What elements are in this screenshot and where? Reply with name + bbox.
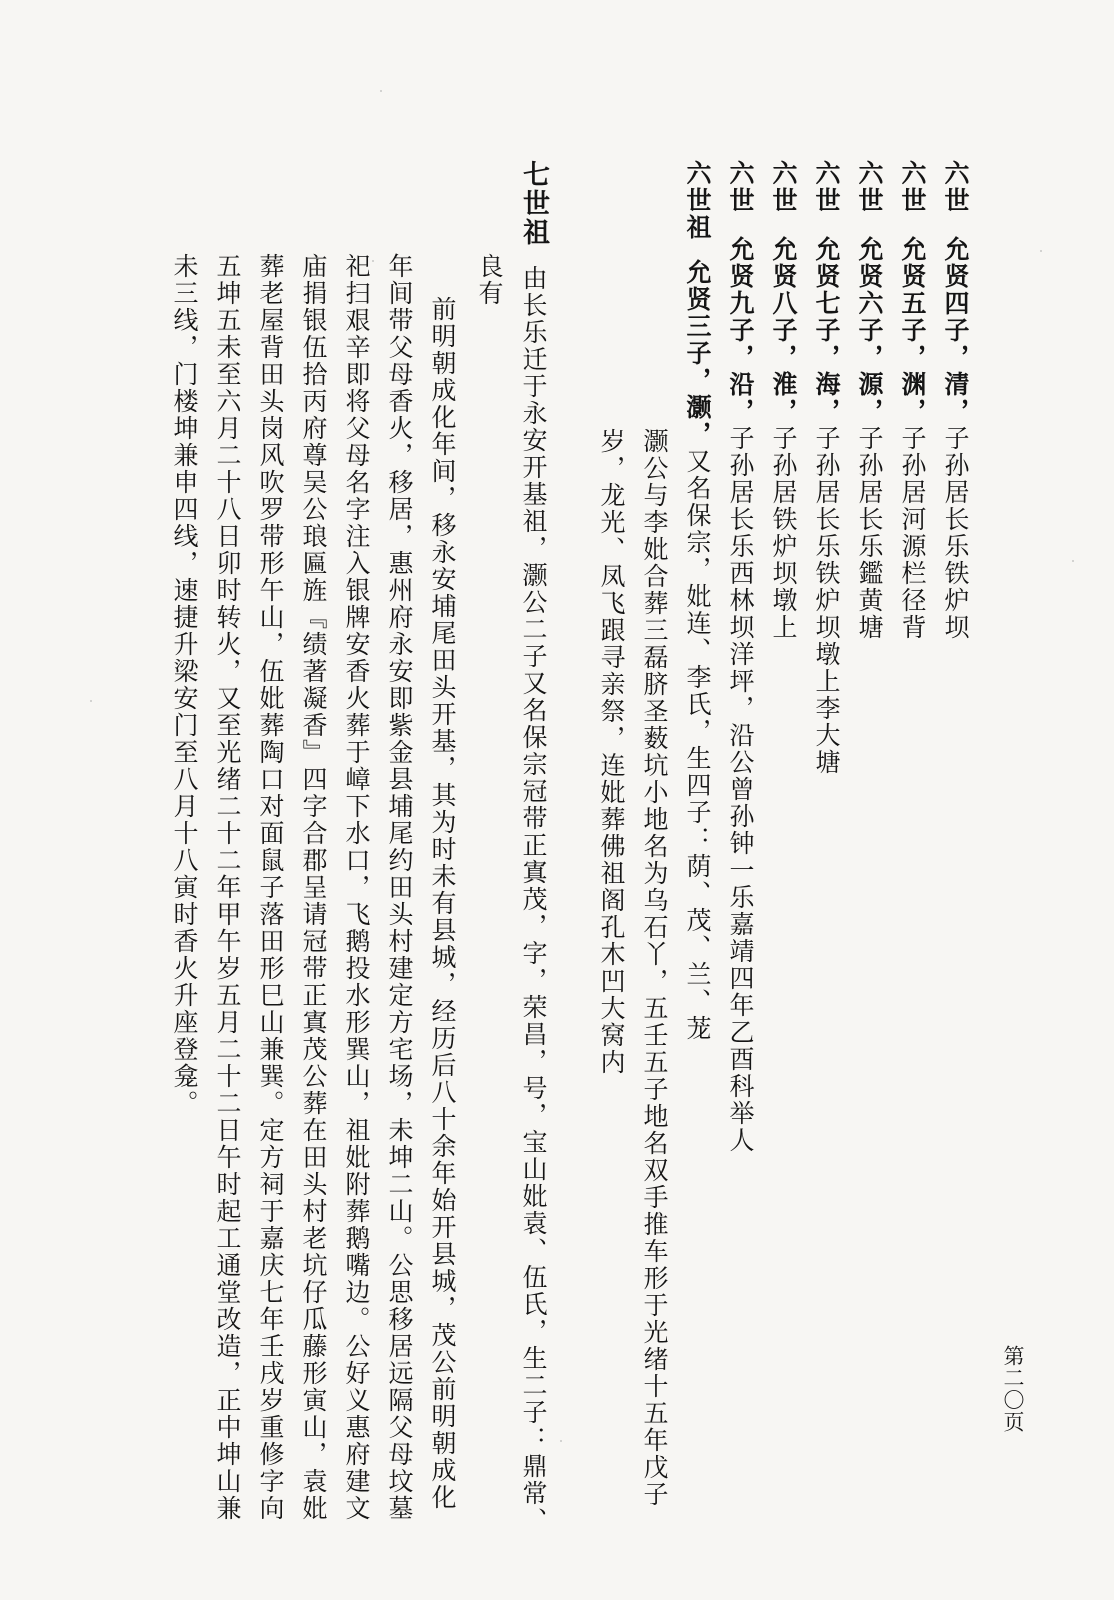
seventh-gen-column <box>477 253 502 307</box>
scan-speck <box>1040 250 1042 252</box>
scan-speck <box>90 700 92 702</box>
scan-speck <box>380 90 382 92</box>
generation-label: 六世 <box>726 160 755 214</box>
generation-label: 六世祖 <box>683 160 712 241</box>
body-column <box>387 253 412 1522</box>
body-line: 庙捐银伍拾丙府尊吴公琅匾旌『绩著凝香』四字合郡呈请冠带正寘茂公葬在田头村老坑仔瓜藤形寅山，袁妣 <box>299 253 328 1522</box>
body-line: 五坤五未至六月二十八日卯时转火，又至光绪二十二年甲午岁五月二十二日午时起工通堂改造，正中坤山兼 <box>213 253 242 1522</box>
seventh-gen-text: 良有 <box>475 253 504 307</box>
generation-label: 六世 <box>812 160 841 214</box>
entry-text: 子孙居长乐铁炉坝墩上李大塘 <box>812 425 841 776</box>
entry-name: 允贤九子，沿， <box>726 236 755 425</box>
entry-column <box>771 160 796 641</box>
seventh-gen-column <box>520 160 547 1534</box>
body-line: 前明朝成化年间，移永安埔尾田头开基，其为时未有县城，经历后八十余年始开县城，茂公前明朝成化 <box>428 296 457 1511</box>
entry-column <box>943 160 968 641</box>
entry-name: 允贤四子，清， <box>941 236 970 425</box>
body-column <box>301 253 326 1522</box>
entry-name: 允贤七子，海， <box>812 236 841 425</box>
entry-text: 子孙居河源栏径背 <box>898 425 927 641</box>
body-column <box>430 296 455 1511</box>
generation-label: 六世 <box>855 160 884 214</box>
scan-speck <box>560 1440 562 1442</box>
page-number: 第二〇页 <box>1001 1345 1025 1433</box>
entry-text: 子孙居长乐铁炉坝 <box>941 425 970 641</box>
generation-label: 七世祖 <box>518 160 549 247</box>
entry-name: 允贤三子，灏， <box>683 259 712 448</box>
body-column <box>172 253 197 1117</box>
entry-name: 允贤五子，渊， <box>898 236 927 425</box>
scan-speck <box>1072 560 1074 562</box>
entry-column <box>814 160 839 776</box>
seventh-gen-text: 由长乐迁于永安开基祖，灏公二子又名保宗冠带正寘茂，字，荣昌，号，宝山妣袁、伍氏，生二子：鼎常、 <box>519 265 548 1534</box>
generation-label: 六世 <box>769 160 798 214</box>
body-column <box>258 253 283 1522</box>
entry-column <box>900 160 925 641</box>
body-line: 祀扫艰辛即将父母名字注入银牌安香火葬于嶂下水口，飞鹅投水形巽山，祖妣附葬鹅嘴边。公好义惠府建文 <box>342 253 371 1522</box>
entry-text: 子孙居长乐西林坝洋坪，沿公曾孙钟一乐嘉靖四年乙酉科举人 <box>726 425 755 1154</box>
entry-text: 子孙居长乐鑑黄塘 <box>855 425 884 641</box>
entry-column <box>857 160 882 641</box>
body-column <box>215 253 240 1522</box>
body-line: 未三线，门楼坤兼申四线，速捷升梁安门至八月十八寅时香火升座登龛。 <box>170 253 199 1117</box>
generation-label: 六世 <box>941 160 970 214</box>
entry-column <box>685 160 710 1042</box>
entry-name: 允贤八子，淮， <box>769 236 798 425</box>
note-line: 岁，龙光、凤飞跟寻亲祭，连妣葬佛祖阁孔木凹大窝内 <box>597 428 626 1076</box>
body-line: 葬老屋背田头岗风吹罗带形午山，伍妣葬陶口对面鼠子落田形巳山兼巽。定方祠于嘉庆七年壬戌岁重修字向 <box>256 253 285 1522</box>
body-column <box>344 253 369 1522</box>
entry-text: 子孙居铁炉坝墩上 <box>769 425 798 641</box>
note-line: 灏公与李妣合葬三磊脐圣薮坑小地名为乌石丫，五壬五子地名双手推车形于光绪十五年戊子 <box>640 428 669 1508</box>
generation-label: 六世 <box>898 160 927 214</box>
note-column <box>599 428 624 1076</box>
note-column <box>642 428 667 1508</box>
body-line: 年间带父母香火，移居，惠州府永安即紫金县埔尾约田头村建定方宅场，未坤二山。公思移居远隔父母坟墓 <box>385 253 414 1522</box>
entry-column <box>728 160 753 1154</box>
entry-name: 允贤六子，源， <box>855 236 884 425</box>
scan-speck <box>372 260 374 262</box>
entry-text: 又名保宗，妣连、李氏，生四子：荫、茂、兰、茏 <box>683 448 712 1042</box>
